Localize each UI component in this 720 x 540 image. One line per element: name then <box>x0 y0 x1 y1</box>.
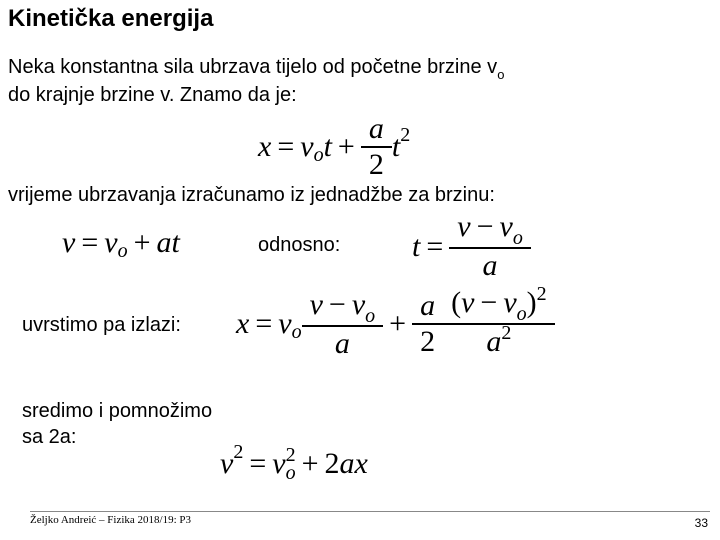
slide-title: Kinetička energija <box>8 5 214 32</box>
text-time: vrijeme ubrzavanja izračunamo iz jednadžbe za brzinu: <box>8 184 495 206</box>
equation-time: t = $\frac{v - v_o}{a}$ <box>412 210 531 283</box>
intro-line-2: do krajnje brzine v. Znamo da je: <box>8 84 297 106</box>
fraction-v-minus-vo-over-a: $\frac{v - v_o}{a}$ <box>453 210 527 283</box>
page-number: 33 <box>694 516 708 530</box>
fraction-3: $\frac{(v - v_o)^2}{a^2}$ <box>447 286 551 362</box>
text-sredimo <box>22 398 212 450</box>
footer-divider <box>30 511 710 512</box>
text-sredimo-line-2: sa 2a: <box>22 426 77 448</box>
text-uvrstimo: uvrstimo pa izlazi: <box>22 314 181 336</box>
footer-text: Željko Andreić – Fizika 2018/19: P3 <box>30 514 192 526</box>
equation-position: x = v o t + $\frac{a}{2}$ t 2 <box>258 112 411 181</box>
equation-velocity: v = v o + a t <box>62 226 180 262</box>
intro-line-1: Neka konstantna sila ubrzava tijelo od početne brzine $v_o$ <box>8 56 505 82</box>
text-odnosno: odnosno: <box>258 234 341 256</box>
equation-substituted: x = v o $\frac{v - v_o}{a}$ + $\frac{a}{2}$ $\frac{(v - v_o)^2}{a^2}$ <box>236 286 555 362</box>
fraction-a-over-2: $\frac{a}{2}$ <box>365 112 388 182</box>
fraction-2: $\frac{a}{2}$ <box>416 289 439 359</box>
intro-text <box>8 54 504 108</box>
equation-final: v 2 = v 2 o + 2 a x <box>220 440 368 484</box>
text-sredimo-line-1: sredimo i pomnožimo <box>22 400 213 422</box>
intro-subscript: o <box>497 67 505 82</box>
fraction-1: $\frac{v - v_o}{a}$ <box>306 288 380 361</box>
